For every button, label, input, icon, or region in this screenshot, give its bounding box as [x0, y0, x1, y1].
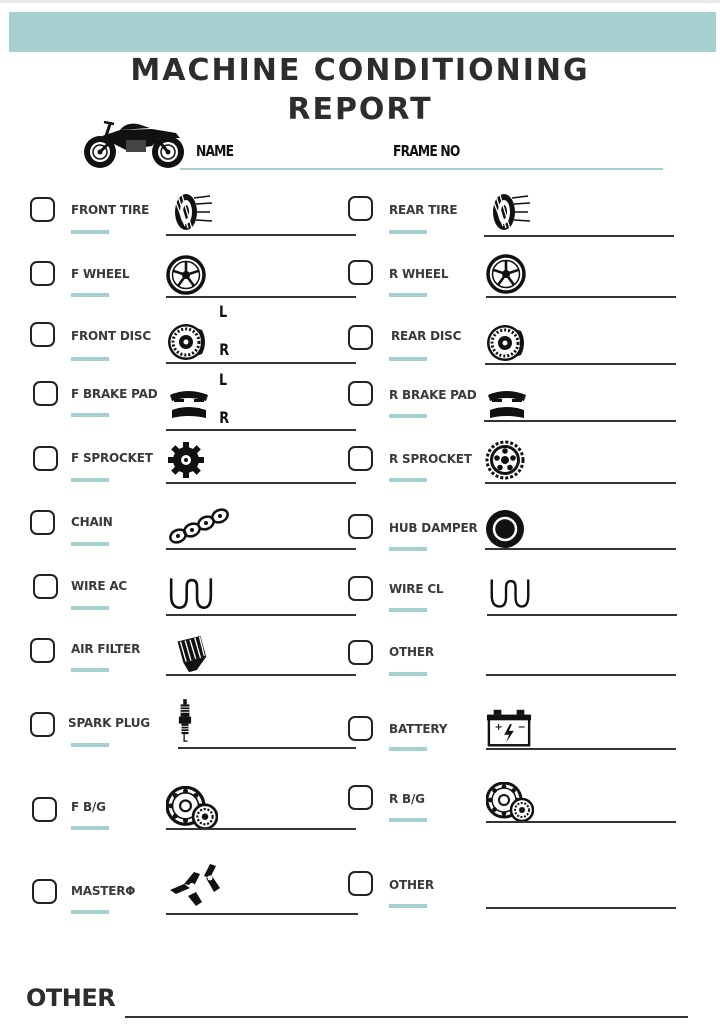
side-right-marker: R	[219, 340, 230, 359]
spark-plug-icon	[178, 696, 192, 746]
svg-text:−: −	[517, 721, 526, 733]
page-title-line-2: REPORT	[287, 92, 433, 127]
entry-line-front-disc[interactable]	[166, 362, 356, 364]
entry-line-rear-disc[interactable]	[485, 363, 676, 365]
item-label-wire-ac: WIRE AC	[71, 579, 128, 593]
frame-no-label: FRAME NO	[393, 142, 460, 160]
item-label-hub-damper: HUB DAMPER	[389, 521, 478, 535]
checkbox-front-tire[interactable]	[30, 197, 55, 222]
checkbox-f-brake-pad[interactable]	[33, 381, 58, 406]
label-accent	[71, 542, 109, 546]
tire-icon	[166, 192, 214, 232]
item-label-chain: CHAIN	[71, 515, 113, 529]
checkbox-spark-plug[interactable]	[30, 712, 55, 737]
battery-icon	[486, 708, 532, 748]
label-accent	[389, 478, 427, 482]
header-rule	[180, 168, 663, 170]
entry-line-r-bg[interactable]	[486, 821, 676, 823]
item-label-spark-plug: SPARK PLUG	[68, 716, 150, 730]
item-label-air-filter: AIR FILTER	[71, 642, 141, 656]
checkbox-chain[interactable]	[30, 510, 55, 535]
other-notes-label: OTHER	[26, 984, 116, 1012]
tire-icon	[484, 192, 532, 232]
checkbox-r-brake-pad[interactable]	[348, 381, 373, 406]
item-label-other: OTHER	[389, 645, 434, 659]
motorcycle-icon	[80, 116, 188, 170]
label-accent	[71, 743, 109, 747]
item-label-f-brake-pad: F BRAKE PAD	[71, 387, 158, 401]
label-accent	[389, 414, 427, 418]
checkbox-other-right-1[interactable]	[348, 640, 373, 665]
label-accent	[71, 826, 109, 830]
checkbox-rear-disc[interactable]	[348, 325, 373, 350]
page-title-line-1: MACHINE CONDITIONING	[130, 53, 590, 88]
item-label-f-bg: F B/G	[71, 800, 106, 814]
wheel-icon	[486, 254, 526, 294]
item-label-front-disc: FRONT DISC	[71, 329, 151, 343]
name-label: NAME	[196, 142, 234, 160]
item-label-front-tire: FRONT TIRE	[71, 203, 150, 217]
brake-lever-icon	[166, 862, 222, 908]
label-accent	[71, 293, 109, 297]
side-left-marker: L	[219, 370, 228, 389]
checkbox-f-bg[interactable]	[32, 797, 57, 822]
svg-text:+: +	[494, 721, 503, 733]
entry-line-master[interactable]	[166, 913, 358, 915]
sprocket-large-icon	[485, 440, 525, 480]
item-label-f-sprocket: F SPROCKET	[71, 451, 153, 465]
label-accent	[71, 668, 109, 672]
label-accent	[71, 478, 109, 482]
hub-damper-icon	[485, 509, 525, 549]
entry-line-r-wheel[interactable]	[486, 296, 676, 298]
entry-line-spark-plug[interactable]	[178, 747, 356, 749]
side-left-marker: L	[219, 302, 228, 321]
label-accent	[71, 230, 109, 234]
entry-line-front-tire[interactable]	[166, 234, 356, 236]
checkbox-f-wheel[interactable]	[30, 261, 55, 286]
label-accent	[389, 547, 427, 551]
entry-line-f-sprocket[interactable]	[166, 482, 356, 484]
top-edge-line	[0, 0, 720, 3]
checkbox-front-disc[interactable]	[30, 322, 55, 347]
brake-disc-icon	[485, 323, 525, 363]
entry-line-r-sprocket[interactable]	[485, 482, 676, 484]
item-label-rear-tire: REAR TIRE	[389, 203, 458, 217]
item-label-f-wheel: F WHEEL	[71, 267, 130, 281]
sprocket-small-icon	[166, 440, 206, 480]
brake-disc-icon	[166, 322, 206, 362]
item-label-r-sprocket: R SPROCKET	[389, 452, 472, 466]
chain-icon	[166, 506, 230, 546]
item-label-r-brake-pad: R BRAKE PAD	[389, 388, 477, 402]
label-accent	[71, 413, 109, 417]
label-accent	[389, 672, 427, 676]
entry-line-battery[interactable]	[486, 748, 676, 750]
entry-line-wire-cl[interactable]	[487, 614, 677, 616]
checkbox-battery[interactable]	[348, 716, 373, 741]
entry-line-f-brake-pad[interactable]	[166, 429, 356, 431]
entry-line-hub-damper[interactable]	[485, 548, 676, 550]
entry-line-chain[interactable]	[166, 548, 356, 550]
bearing-icon	[166, 786, 218, 830]
checkbox-f-sprocket[interactable]	[33, 446, 58, 471]
item-label-rear-disc: REAR DISC	[391, 329, 462, 343]
entry-line-wire-ac[interactable]	[166, 614, 356, 616]
checkbox-wire-ac[interactable]	[33, 574, 58, 599]
entry-line-other-right-2[interactable]	[486, 907, 676, 909]
label-accent	[71, 910, 109, 914]
label-accent	[71, 606, 109, 610]
air-filter-icon	[168, 632, 210, 674]
entry-line-r-brake-pad[interactable]	[484, 420, 676, 422]
checkbox-r-wheel[interactable]	[348, 260, 373, 285]
checkbox-hub-damper[interactable]	[348, 514, 373, 539]
cable-icon	[487, 574, 533, 612]
side-right-marker: R	[219, 408, 230, 427]
item-label-other: OTHER	[389, 878, 434, 892]
label-accent	[389, 747, 427, 751]
checkbox-other-right-2[interactable]	[348, 871, 373, 896]
bearing-icon	[486, 782, 534, 822]
item-label-master: MASTERΦ	[71, 884, 136, 898]
checkbox-rear-tire[interactable]	[348, 196, 373, 221]
item-label-r-wheel: R WHEEL	[389, 267, 449, 281]
entry-line-f-wheel[interactable]	[166, 296, 356, 298]
label-accent	[389, 818, 427, 822]
checkbox-wire-cl[interactable]	[348, 576, 373, 601]
brake-pad-icon	[484, 386, 530, 422]
checkbox-air-filter[interactable]	[30, 638, 55, 663]
label-accent	[389, 904, 427, 908]
label-accent	[71, 357, 109, 361]
cable-icon	[166, 573, 216, 613]
item-label-wire-cl: WIRE CL	[389, 582, 444, 596]
label-accent	[389, 357, 427, 361]
checkbox-master[interactable]	[32, 879, 57, 904]
label-accent	[389, 293, 427, 297]
entry-line-air-filter[interactable]	[166, 674, 356, 676]
entry-line-f-bg[interactable]	[166, 828, 356, 830]
entry-line-other-right-1[interactable]	[486, 674, 676, 676]
brake-pad-icon	[166, 386, 212, 422]
label-accent	[389, 230, 427, 234]
checkbox-r-sprocket[interactable]	[348, 446, 373, 471]
header-banner	[9, 12, 716, 52]
item-label-battery: BATTERY	[389, 722, 448, 736]
item-label-r-bg: R B/G	[389, 792, 425, 806]
entry-line-rear-tire[interactable]	[484, 235, 674, 237]
label-accent	[389, 608, 427, 612]
other-notes-line[interactable]	[125, 1016, 688, 1018]
checkbox-r-bg[interactable]	[348, 785, 373, 810]
wheel-icon	[166, 255, 206, 295]
